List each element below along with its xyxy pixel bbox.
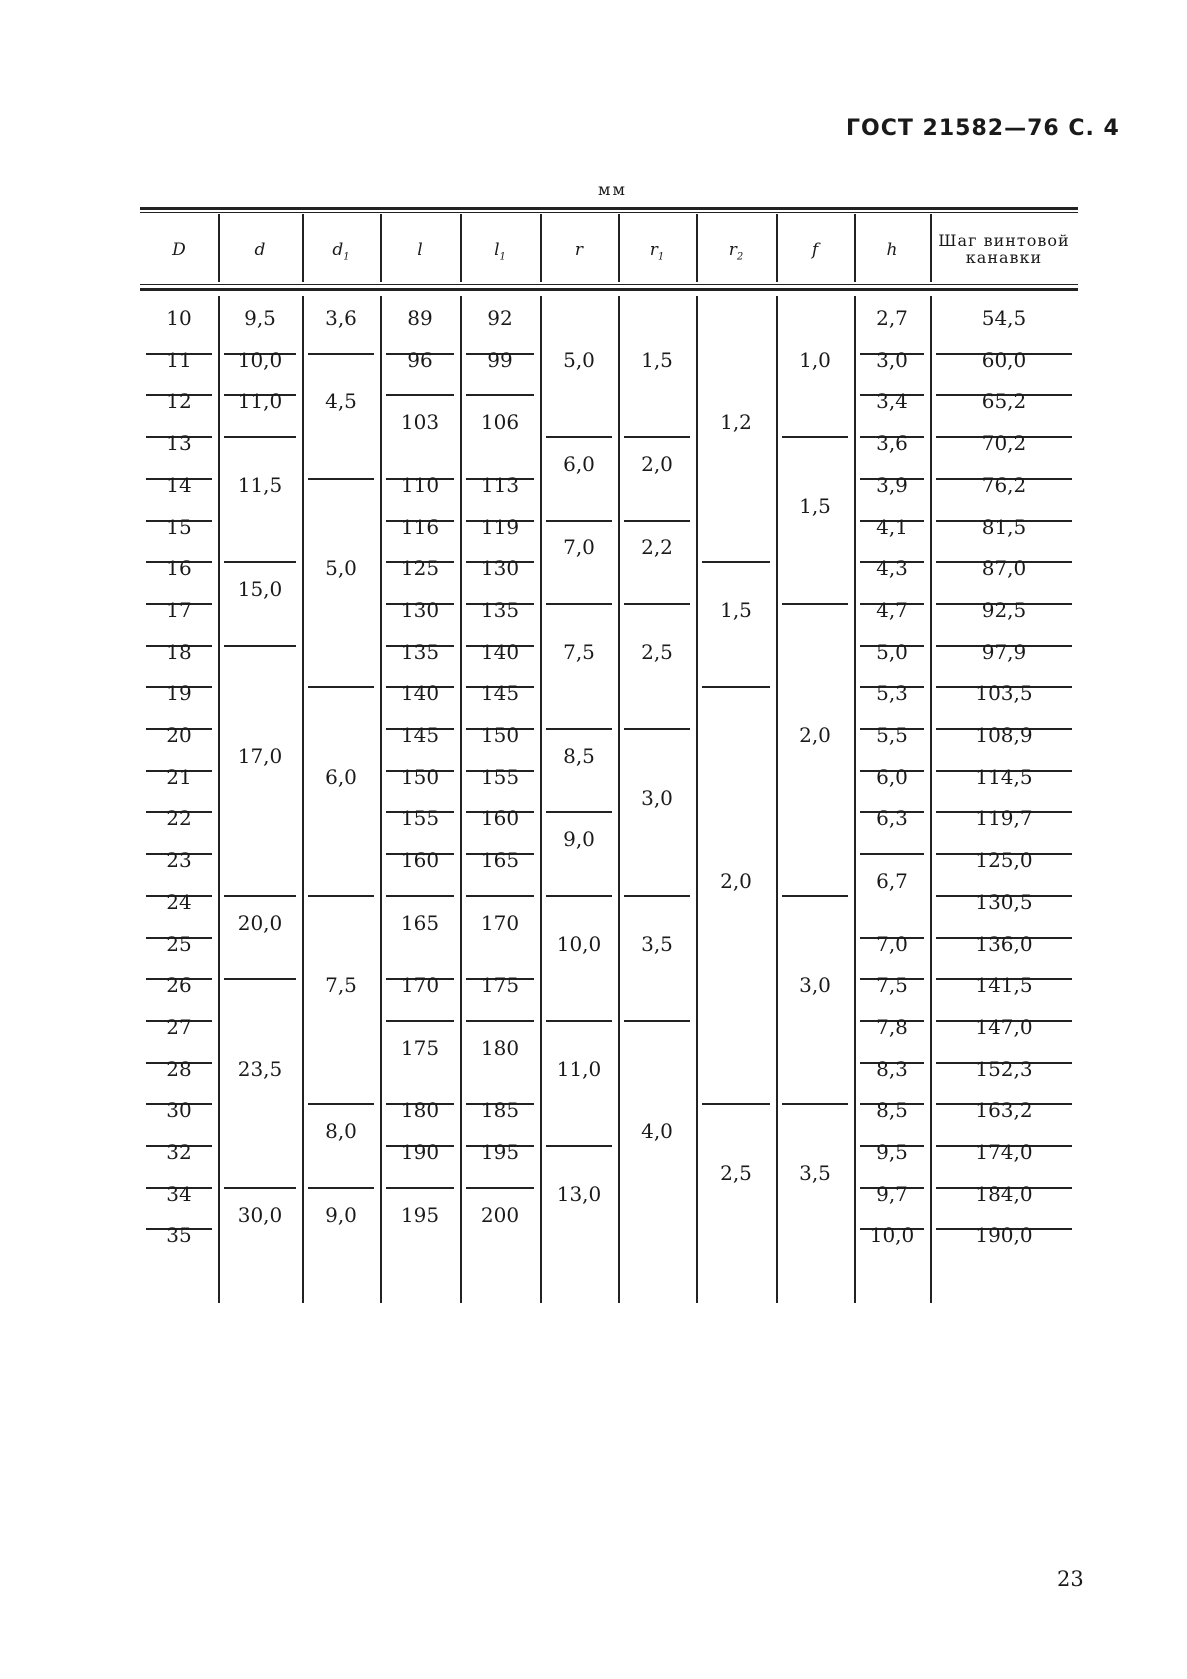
header-f — [776, 241, 854, 259]
cell-underline — [782, 895, 848, 897]
cell-underline — [224, 1187, 296, 1189]
cell-D: 17 — [166, 597, 192, 622]
cell-d: 11,0 — [237, 389, 283, 414]
cell-D: 14 — [166, 472, 192, 497]
header-f-symbol: f — [811, 240, 819, 260]
cell-d1: 7,5 — [325, 973, 357, 998]
cell-l1: 130 — [480, 556, 520, 581]
cell-r: 8,5 — [563, 743, 595, 768]
cell-D: 26 — [166, 973, 192, 998]
header-pitch — [930, 232, 1078, 266]
cell-h: 9,5 — [876, 1140, 908, 1164]
cell-underline — [466, 895, 534, 897]
header-l — [380, 241, 460, 259]
cell-D: 10 — [166, 306, 192, 330]
cell-pitch: 174,0 — [975, 1140, 1033, 1164]
cell-pitch: 147,0 — [975, 1014, 1033, 1039]
cell-pitch: 108,9 — [975, 723, 1033, 747]
cell-pitch: 141,5 — [975, 973, 1033, 998]
header-r2-subscript: 2 — [736, 251, 744, 263]
cell-pitch: 114,5 — [975, 764, 1033, 789]
cell-d: 9,5 — [244, 306, 276, 330]
cell-h: 2,7 — [876, 306, 908, 330]
cell-pitch: 76,2 — [981, 472, 1027, 497]
cell-r: 7,5 — [563, 639, 595, 664]
cell-underline — [624, 728, 690, 730]
header-d1-subscript: 1 — [343, 251, 350, 263]
cell-r1: 3,0 — [641, 785, 673, 810]
header-l1-symbol: l — [494, 240, 500, 260]
cell-h: 5,0 — [876, 639, 908, 664]
cell-pitch: 184,0 — [975, 1181, 1033, 1206]
cell-h: 4,7 — [876, 597, 908, 622]
cell-l: 190 — [400, 1140, 440, 1164]
cell-underline — [308, 1187, 374, 1189]
cell-r: 7,0 — [563, 535, 595, 560]
cell-d1: 5,0 — [325, 556, 357, 581]
cell-d: 11,5 — [237, 472, 283, 497]
cell-l1: 92 — [487, 306, 513, 330]
cell-d: 17,0 — [237, 743, 283, 768]
cell-pitch: 81,5 — [981, 514, 1027, 539]
header-d — [218, 241, 302, 259]
header-r-symbol: r — [574, 240, 584, 260]
header-l1 — [460, 241, 540, 266]
cell-r: 6,0 — [563, 451, 595, 476]
cell-pitch: 130,5 — [975, 889, 1033, 914]
cell-h: 3,6 — [876, 431, 908, 456]
cell-d1: 6,0 — [325, 764, 357, 789]
cell-r: 5,0 — [563, 347, 595, 372]
cell-underline — [386, 1187, 454, 1189]
cell-D: 22 — [166, 806, 192, 831]
cell-underline — [224, 895, 296, 897]
cell-d: 15,0 — [237, 577, 283, 602]
cell-pitch: 103,5 — [975, 681, 1033, 706]
cell-l: 150 — [400, 764, 440, 789]
cell-d: 30,0 — [237, 1202, 283, 1227]
cell-D: 27 — [166, 1014, 192, 1039]
cell-r2: 1,5 — [720, 597, 752, 622]
cell-r1: 2,5 — [641, 639, 673, 664]
cell-l1: 175 — [480, 973, 520, 998]
cell-l: 195 — [400, 1202, 440, 1227]
cell-h: 7,8 — [876, 1014, 908, 1039]
cell-pitch: 136,0 — [975, 931, 1033, 956]
cell-l: 110 — [400, 472, 440, 497]
cell-underline — [466, 1020, 534, 1022]
cell-r: 9,0 — [563, 827, 595, 852]
cell-r1: 1,5 — [641, 347, 673, 372]
cell-d1: 8,0 — [325, 1119, 357, 1144]
header-bottom-rule — [140, 284, 1078, 285]
column-divider — [696, 296, 698, 1303]
cell-underline — [546, 603, 612, 605]
cell-f: 1,5 — [799, 493, 831, 518]
cell-f: 3,5 — [799, 1160, 831, 1185]
header-d-symbol: d — [254, 240, 266, 260]
cell-underline — [702, 1103, 770, 1105]
header-l1-subscript: 1 — [499, 251, 506, 263]
cell-underline — [466, 1187, 534, 1189]
header-pitch-line1: Шаг винтовой — [938, 231, 1070, 250]
cell-D: 21 — [166, 764, 192, 789]
cell-l1: 185 — [480, 1098, 520, 1123]
cell-l: 145 — [400, 723, 440, 747]
cell-pitch: 97,9 — [981, 639, 1027, 664]
header-r1 — [618, 241, 696, 266]
header-D — [140, 241, 218, 259]
cell-d1: 4,5 — [325, 389, 357, 414]
cell-D: 32 — [166, 1140, 192, 1164]
cell-pitch: 87,0 — [981, 556, 1027, 581]
cell-pitch: 152,3 — [975, 1056, 1033, 1081]
cell-underline — [546, 811, 612, 813]
cell-l1: 106 — [480, 410, 520, 435]
cell-h: 3,9 — [876, 472, 908, 497]
cell-underline — [546, 1145, 612, 1147]
cell-d1: 3,6 — [325, 306, 357, 330]
cell-l: 116 — [400, 514, 440, 539]
cell-pitch: 60,0 — [981, 347, 1027, 372]
cell-pitch: 125,0 — [975, 848, 1033, 873]
cell-h: 8,5 — [876, 1098, 908, 1123]
cell-l: 175 — [400, 1035, 440, 1060]
cell-f: 2,0 — [799, 723, 831, 747]
cell-l: 165 — [400, 910, 440, 935]
cell-D: 12 — [166, 389, 192, 414]
cell-h: 6,0 — [876, 764, 908, 789]
cell-f: 3,0 — [799, 973, 831, 998]
cell-l1: 195 — [480, 1140, 520, 1164]
cell-h: 6,7 — [876, 868, 908, 893]
cell-underline — [308, 478, 374, 480]
cell-l: 135 — [400, 639, 440, 664]
cell-h: 5,3 — [876, 681, 908, 706]
cell-l: 180 — [400, 1098, 440, 1123]
cell-l1: 170 — [480, 910, 520, 935]
cell-l1: 99 — [487, 347, 513, 372]
cell-h: 3,4 — [876, 389, 908, 414]
cell-l1: 160 — [480, 806, 520, 831]
cell-underline — [702, 686, 770, 688]
cell-D: 18 — [166, 639, 192, 664]
cell-l: 96 — [407, 347, 433, 372]
cell-underline — [624, 895, 690, 897]
cell-pitch: 92,5 — [981, 597, 1027, 622]
cell-underline — [224, 978, 296, 980]
cell-l: 155 — [400, 806, 440, 831]
header-r1-symbol: r — [649, 240, 658, 260]
cell-h: 7,0 — [876, 931, 908, 956]
cell-l1: 155 — [480, 764, 520, 789]
cell-underline — [546, 1020, 612, 1022]
cell-l: 130 — [400, 597, 440, 622]
units-label: мм — [598, 180, 627, 199]
cell-l1: 165 — [480, 848, 520, 873]
cell-r: 13,0 — [556, 1181, 602, 1206]
cell-l1: 140 — [480, 639, 520, 664]
cell-underline — [546, 728, 612, 730]
cell-D: 25 — [166, 931, 192, 956]
header-bottom-rule-2 — [140, 288, 1078, 291]
header-pitch-line2: канавки — [965, 248, 1043, 267]
cell-r2: 1,2 — [720, 410, 752, 435]
cell-underline — [624, 436, 690, 438]
cell-h: 6,3 — [876, 806, 908, 831]
cell-underline — [224, 645, 296, 647]
cell-underline — [782, 1103, 848, 1105]
cell-r1: 4,0 — [641, 1119, 673, 1144]
page-header: ГОСТ 21582—76 С. 4 — [846, 116, 1120, 141]
cell-underline — [386, 895, 454, 897]
cell-h: 8,3 — [876, 1056, 908, 1081]
cell-underline — [624, 603, 690, 605]
header-r — [540, 241, 618, 259]
cell-D: 19 — [166, 681, 192, 706]
cell-underline — [224, 561, 296, 563]
cell-l: 89 — [407, 306, 433, 330]
cell-D: 13 — [166, 431, 192, 456]
cell-underline — [466, 394, 534, 396]
cell-underline — [546, 895, 612, 897]
cell-underline — [546, 520, 612, 522]
cell-D: 15 — [166, 514, 192, 539]
cell-l1: 119 — [480, 514, 520, 539]
cell-pitch: 65,2 — [981, 389, 1027, 414]
cell-l1: 135 — [480, 597, 520, 622]
cell-r2: 2,0 — [720, 868, 752, 893]
cell-underline — [624, 520, 690, 522]
cell-underline — [224, 436, 296, 438]
cell-D: 11 — [166, 347, 192, 372]
cell-underline — [308, 353, 374, 355]
cell-underline — [546, 436, 612, 438]
cell-pitch: 163,2 — [975, 1098, 1033, 1123]
header-d1-symbol: d — [332, 240, 344, 260]
cell-D: 34 — [166, 1181, 192, 1206]
column-divider — [302, 296, 304, 1303]
cell-d: 23,5 — [237, 1056, 283, 1081]
cell-D: 16 — [166, 556, 192, 581]
header-r2-symbol: r — [728, 240, 737, 260]
cell-D: 20 — [166, 723, 192, 747]
cell-r2: 2,5 — [720, 1160, 752, 1185]
cell-l: 125 — [400, 556, 440, 581]
column-divider — [218, 296, 220, 1303]
cell-l1: 150 — [480, 723, 520, 747]
column-divider — [540, 296, 542, 1303]
cell-underline — [782, 436, 848, 438]
cell-pitch: 70,2 — [981, 431, 1027, 456]
cell-underline — [860, 853, 924, 855]
cell-l1: 200 — [480, 1202, 520, 1227]
cell-l1: 113 — [480, 472, 520, 497]
cell-h: 4,1 — [876, 514, 908, 539]
cell-underline — [624, 1020, 690, 1022]
header-r1-subscript: 1 — [657, 251, 665, 263]
cell-l: 170 — [400, 973, 440, 998]
cell-r: 10,0 — [556, 931, 602, 956]
cell-l: 103 — [400, 410, 440, 435]
cell-h: 9,7 — [876, 1181, 908, 1206]
cell-d: 20,0 — [237, 910, 283, 935]
cell-underline — [308, 1103, 374, 1105]
cell-h: 10,0 — [869, 1223, 915, 1248]
cell-underline — [386, 394, 454, 396]
cell-r1: 3,5 — [641, 931, 673, 956]
cell-l: 140 — [400, 681, 440, 706]
cell-underline — [386, 1020, 454, 1022]
header-h-symbol: h — [886, 240, 898, 260]
cell-d1: 9,0 — [325, 1202, 357, 1227]
cell-h: 3,0 — [876, 347, 908, 372]
header-D-symbol: D — [172, 240, 186, 260]
header-r2 — [696, 241, 776, 266]
cell-l1: 145 — [480, 681, 520, 706]
cell-D: 28 — [166, 1056, 192, 1081]
cell-r: 11,0 — [556, 1056, 602, 1081]
column-divider — [776, 296, 778, 1303]
cell-f: 1,0 — [799, 347, 831, 372]
cell-underline — [308, 686, 374, 688]
cell-pitch: 119,7 — [975, 806, 1033, 831]
cell-d: 10,0 — [237, 347, 283, 372]
table-top-rule-2 — [140, 212, 1078, 213]
cell-r1: 2,2 — [641, 535, 673, 560]
page-number: 23 — [1057, 1567, 1084, 1591]
cell-underline — [702, 561, 770, 563]
cell-D: 23 — [166, 848, 192, 873]
cell-pitch: 190,0 — [975, 1223, 1033, 1248]
cell-D: 24 — [166, 889, 192, 914]
header-h — [854, 241, 930, 259]
cell-underline — [308, 895, 374, 897]
cell-h: 7,5 — [876, 973, 908, 998]
cell-h: 5,5 — [876, 723, 908, 747]
cell-l: 160 — [400, 848, 440, 873]
cell-r1: 2,0 — [641, 451, 673, 476]
cell-h: 4,3 — [876, 556, 908, 581]
cell-pitch: 54,5 — [981, 306, 1027, 330]
cell-underline — [782, 603, 848, 605]
cell-D: 30 — [166, 1098, 192, 1123]
cell-D: 35 — [166, 1223, 192, 1248]
header-l-symbol: l — [417, 240, 423, 260]
table-top-rule — [140, 207, 1078, 210]
header-d1 — [302, 241, 380, 266]
cell-l1: 180 — [480, 1035, 520, 1060]
